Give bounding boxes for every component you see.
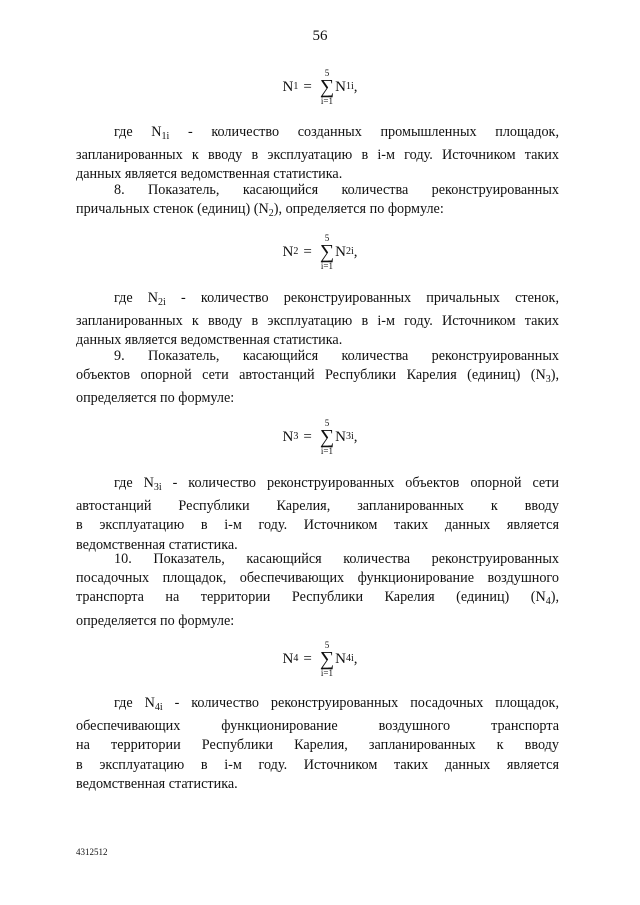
line-part: - количество реконструированных посадочных площадок, xyxy=(162,695,559,711)
sum-operator xyxy=(320,233,334,271)
sigma-symbol: ∑ xyxy=(319,648,335,670)
line-part: причальных стенок (единиц) (N xyxy=(76,201,269,218)
formula-rhs-sub: 3i xyxy=(345,431,354,442)
text-line xyxy=(76,694,559,717)
formula-lhs: N xyxy=(282,244,294,260)
formula-tail: , xyxy=(353,651,358,667)
sigma-symbol: ∑ xyxy=(319,76,335,98)
formula-tail: , xyxy=(353,429,358,445)
paragraph-n1-definition xyxy=(76,123,559,185)
line-part: транспорта на территории Республики Карелия (единиц) (N xyxy=(76,589,546,606)
text-line: автостанций Республики Карелия, запланированных к вводу xyxy=(76,498,559,515)
formula-equals: = xyxy=(303,429,312,445)
sum-lower-limit: i=1 xyxy=(320,261,333,271)
line-part: где N xyxy=(114,475,154,491)
formula-rhs: N xyxy=(335,429,346,445)
formula-rhs-sub: 4i xyxy=(345,653,354,664)
line-part: ), определяется по формуле: xyxy=(273,201,444,218)
text-line: данных является ведомственная статистика. xyxy=(76,166,343,183)
text-line: 8. Показатель, касающийся количества реконструированных xyxy=(114,182,559,198)
sum-lower-limit: i=1 xyxy=(320,668,333,678)
formula-equals: = xyxy=(303,651,312,667)
paragraph-n3-definition xyxy=(76,474,559,555)
text-line xyxy=(76,366,559,389)
formula-lhs-sub: 4 xyxy=(293,653,299,664)
formula-equals: = xyxy=(303,244,312,260)
formula-rhs: N xyxy=(335,79,346,95)
text-line: в эксплуатацию в i-м году. Источником таких данных является xyxy=(76,517,559,534)
text-line: обеспечивающих функционирование воздушного транспорта xyxy=(76,718,559,735)
text-line: запланированных к вводу в эксплуатацию в i-м году. Источником таких xyxy=(76,313,559,330)
text-line: ведомственная статистика. xyxy=(76,775,238,792)
text-line: 10. Показатель, касающийся количества реконструированных xyxy=(114,551,559,567)
text-line: определяется по формуле: xyxy=(76,612,235,629)
sum-upper-limit: 5 xyxy=(324,418,330,428)
line-part: - количество реконструированных объектов опорной сети xyxy=(161,475,560,491)
formula-lhs: N xyxy=(282,651,294,667)
subscript: 4 xyxy=(545,596,551,608)
sum-operator xyxy=(320,418,334,456)
line-part: ), xyxy=(550,589,559,606)
sum-upper-limit: 5 xyxy=(324,640,330,650)
text-line xyxy=(76,474,559,497)
line-part: - количество созданных промышленных площадок, xyxy=(169,124,559,140)
formula-lhs-sub: 3 xyxy=(293,431,299,442)
text-line: 9. Показатель, касающийся количества реконструированных xyxy=(114,348,559,364)
formula-lhs-sub: 1 xyxy=(293,81,299,92)
formula-lhs-sub: 2 xyxy=(293,246,299,257)
subscript: 1i xyxy=(161,131,170,142)
line-part: - количество реконструированных причальных стенок, xyxy=(165,290,559,306)
text-line: запланированных к вводу в эксплуатацию в i-м году. Источником таких xyxy=(76,147,559,164)
subscript: 3i xyxy=(153,482,162,493)
formula-rhs-sub: 1i xyxy=(345,81,354,92)
sum-lower-limit: i=1 xyxy=(320,96,333,106)
paragraph-item-10 xyxy=(76,550,559,631)
formula-lhs: N xyxy=(282,79,294,95)
paragraph-n4-definition xyxy=(76,694,559,794)
paragraph-n2-definition xyxy=(76,289,559,351)
line-part: где N xyxy=(114,695,155,711)
subscript: 2i xyxy=(158,297,166,308)
sigma-symbol: ∑ xyxy=(319,241,335,263)
subscript: 4i xyxy=(154,702,163,713)
text-line: ведомственная статистика. xyxy=(76,536,238,553)
formula-equals: = xyxy=(303,79,312,95)
formula-tail: , xyxy=(353,79,358,95)
sum-lower-limit: i=1 xyxy=(320,446,333,456)
line-part: где N xyxy=(114,124,162,140)
line-part: где N xyxy=(114,290,159,306)
text-line: посадочных площадок, обеспечивающих функционирование воздушного xyxy=(76,570,559,587)
line-part: ), xyxy=(550,367,559,384)
subscript: 2 xyxy=(268,208,274,220)
page-number: 56 xyxy=(312,28,328,44)
text-line xyxy=(76,200,559,223)
formula-tail: , xyxy=(353,244,358,260)
text-line: на территории Республики Карелия, запланированных к вводу xyxy=(76,737,559,754)
document-id: 4312512 xyxy=(76,847,108,857)
formula-n1 xyxy=(0,68,640,106)
formula-rhs: N xyxy=(335,244,346,260)
text-line: в эксплуатацию в i-м году. Источником таких данных является xyxy=(76,756,559,773)
text-line xyxy=(76,289,559,312)
sigma-symbol: ∑ xyxy=(319,426,335,448)
formula-lhs: N xyxy=(282,429,294,445)
sum-operator xyxy=(320,68,334,106)
subscript: 3 xyxy=(545,374,551,386)
paragraph-item-9 xyxy=(76,347,559,409)
formula-rhs-sub: 2i xyxy=(345,246,354,257)
sum-operator xyxy=(320,640,334,678)
line-part: объектов опорной сети автостанций Республики Карелия (единиц) (N xyxy=(76,367,546,384)
sum-upper-limit: 5 xyxy=(324,68,330,78)
text-line: данных является ведомственная статистика. xyxy=(76,332,343,349)
text-line xyxy=(76,123,559,146)
text-line: определяется по формуле: xyxy=(76,390,235,407)
formula-n4 xyxy=(0,640,640,678)
paragraph-item-8 xyxy=(76,181,559,223)
text-line xyxy=(76,588,559,611)
formula-n2 xyxy=(0,233,640,271)
sum-upper-limit: 5 xyxy=(324,233,330,243)
formula-rhs: N xyxy=(335,651,346,667)
formula-n3 xyxy=(0,418,640,456)
